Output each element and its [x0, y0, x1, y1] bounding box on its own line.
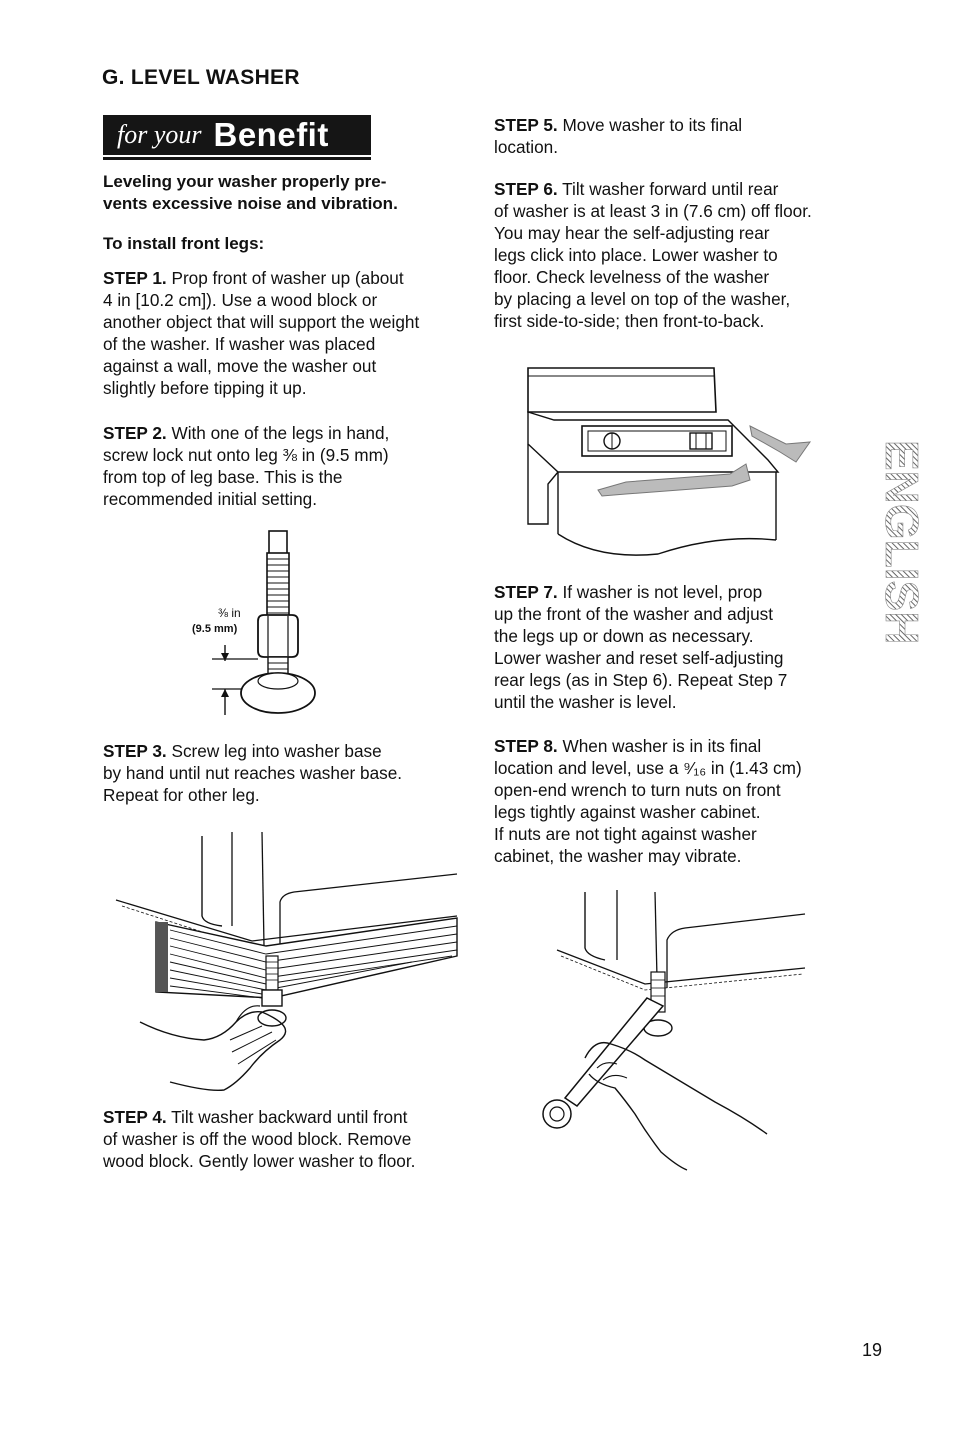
- leg-dimension-metric: (9.5 mm): [192, 623, 238, 635]
- leg-dimension-fraction: ⅜ in: [218, 606, 241, 620]
- step-4-line-2: of washer is off the wood block. Remove: [103, 1129, 412, 1149]
- step-7-line-4: Lower washer and reset self-adjusting: [494, 648, 784, 668]
- banner-underline: [103, 157, 371, 160]
- step-1-line-5: against a wall, move the washer out: [103, 356, 377, 376]
- step-3-label: STEP 3.: [103, 741, 167, 761]
- step-8-label: STEP 8.: [494, 736, 558, 756]
- step-6: [494, 178, 812, 332]
- step-3: [103, 740, 402, 806]
- step-2: [103, 422, 389, 510]
- benefit-statement: [103, 171, 398, 215]
- step-5-line-2: location.: [494, 137, 559, 157]
- step-2-line-2: screw lock nut onto leg ⅜ in (9.5 mm): [103, 445, 389, 465]
- step-2-label: STEP 2.: [103, 423, 167, 443]
- step-7-line-6: until the washer is level.: [494, 692, 677, 712]
- step-6-line-7: first side-to-side; then front-to-back.: [494, 311, 765, 331]
- page-number: 19: [862, 1340, 883, 1360]
- step-6-line-3: You may hear the self-adjusting rear: [494, 223, 770, 243]
- step-1: [103, 267, 419, 399]
- step-4-line-3: wood block. Gently lower washer to floor.: [103, 1151, 416, 1171]
- step-5-line-1: STEP 5. Move washer to its final: [494, 115, 743, 135]
- wood-block-illustration: [112, 826, 462, 1096]
- install-legs-heading: To install front legs:: [103, 234, 265, 253]
- step-3-line-1: STEP 3. Screw leg into washer base: [103, 741, 382, 761]
- step-8-line-3: open-end wrench to turn nuts on front: [494, 780, 781, 800]
- banner-script-text: for your: [117, 120, 202, 149]
- step-4: [103, 1106, 415, 1172]
- wrench-illustration: [535, 888, 815, 1178]
- benefit-line-1: Leveling your washer properly pre-: [103, 172, 387, 191]
- step-1-line-6: slightly before tipping it up.: [103, 378, 307, 398]
- step-2-line-3: from top of leg base. This is the: [103, 467, 343, 487]
- step-6-line-6: by placing a level on top of the washer,: [494, 289, 791, 309]
- language-side-tab: [846, 440, 928, 645]
- step-8-line-2: location and level, use a ⁹⁄₁₆ in (1.43 cm): [494, 758, 802, 778]
- section-title: G. LEVEL WASHER: [102, 66, 300, 89]
- washer-level-illustration: [518, 364, 818, 564]
- step-5-label: STEP 5.: [494, 115, 558, 135]
- step-2-line-1: STEP 2. With one of the legs in hand,: [103, 423, 390, 443]
- step-7-label: STEP 7.: [494, 582, 558, 602]
- side-tab-text: ENGLISH: [876, 440, 928, 645]
- step-2-line-4: recommended initial setting.: [103, 489, 317, 509]
- step-7-line-5: rear legs (as in Step 6). Repeat Step 7: [494, 670, 788, 690]
- step-4-line-1: STEP 4. Tilt washer backward until front: [103, 1107, 408, 1127]
- leveling-leg-illustration: [180, 525, 340, 725]
- step-6-line-5: floor. Check levelness of the washer: [494, 267, 770, 287]
- step-4-label: STEP 4.: [103, 1107, 167, 1127]
- step-8-line-5: If nuts are not tight against washer: [494, 824, 757, 844]
- step-6-line-2: of washer is at least 3 in (7.6 cm) off floor.: [494, 201, 812, 221]
- step-1-line-2: 4 in [10.2 cm]). Use a wood block or: [103, 290, 378, 310]
- step-7: [494, 581, 787, 713]
- step-8: [494, 735, 802, 867]
- step-7-line-2: up the front of the washer and adjust: [494, 604, 774, 624]
- step-8-line-6: cabinet, the washer may vibrate.: [494, 846, 742, 866]
- step-1-line-4: of the washer. If washer was placed: [103, 334, 376, 354]
- step-1-line-3: another object that will support the weight: [103, 312, 420, 332]
- step-6-line-1: STEP 6. Tilt washer forward until rear: [494, 179, 779, 199]
- step-8-line-1: STEP 8. When washer is in its final: [494, 736, 762, 756]
- step-7-line-1: STEP 7. If washer is not level, prop: [494, 582, 763, 602]
- step-1-line-1: STEP 1. Prop front of washer up (about: [103, 268, 404, 288]
- step-5: [494, 114, 742, 158]
- step-3-line-2: by hand until nut reaches washer base.: [103, 763, 403, 783]
- step-3-line-3: Repeat for other leg.: [103, 785, 260, 805]
- step-6-label: STEP 6.: [494, 179, 558, 199]
- for-your-benefit-banner: [103, 115, 371, 155]
- banner-bold-text: Benefit: [213, 116, 329, 153]
- step-1-label: STEP 1.: [103, 268, 167, 288]
- benefit-line-2: vents excessive noise and vibration.: [103, 194, 398, 213]
- step-6-line-4: legs click into place. Lower washer to: [494, 245, 778, 265]
- step-7-line-3: the legs up or down as necessary.: [494, 626, 754, 646]
- step-8-line-4: legs tightly against washer cabinet.: [494, 802, 761, 822]
